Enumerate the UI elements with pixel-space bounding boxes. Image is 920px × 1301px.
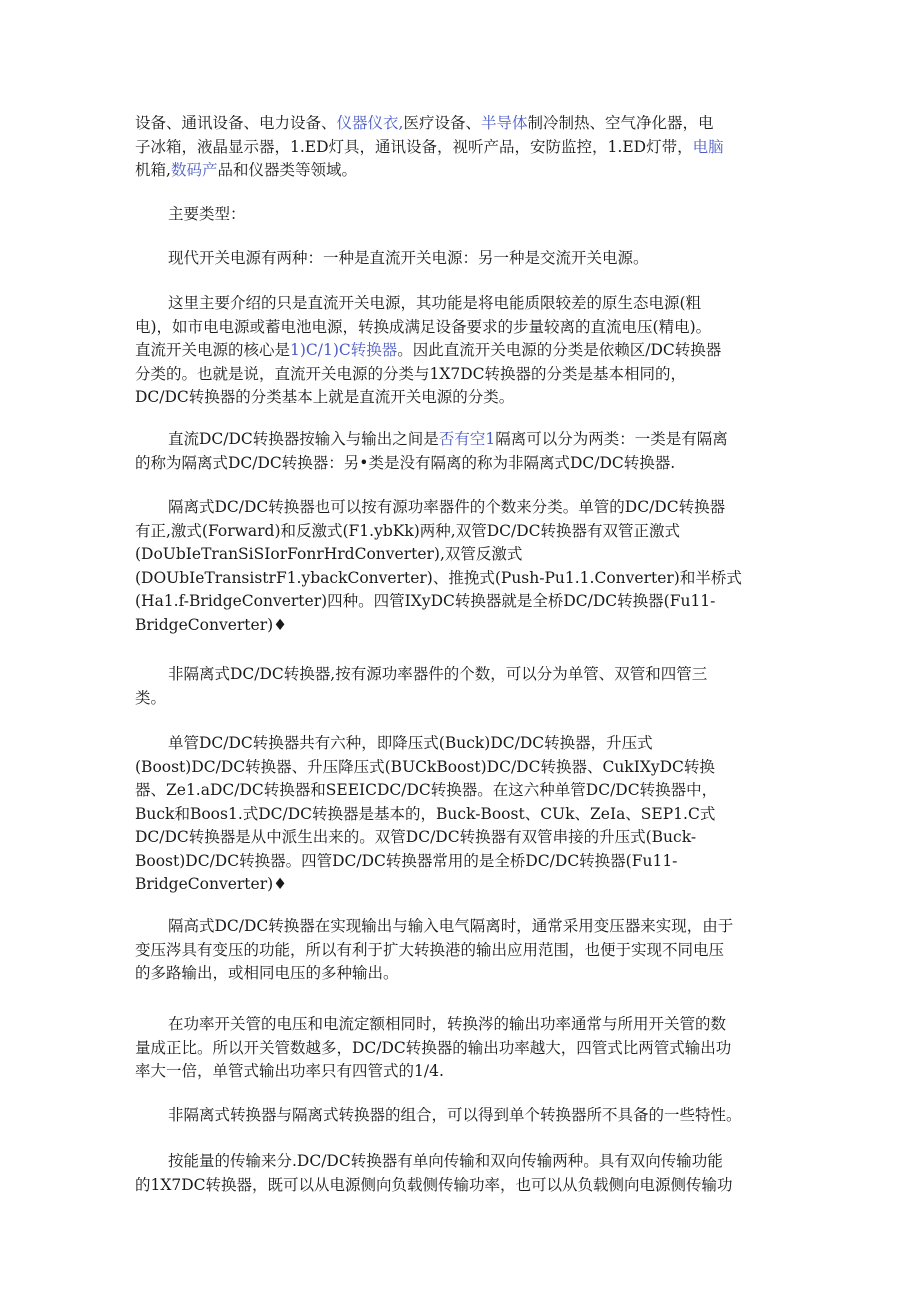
text-line (135, 687, 785, 711)
hyperlink[interactable]: 否有空1 (438, 430, 496, 448)
text-line (135, 962, 785, 986)
text-segment: 隔离式DC/DC转换器也可以按有源功率器件的个数来分类。单管的DC/DC转换器 (168, 498, 726, 516)
text-line (135, 452, 785, 476)
text-line (135, 873, 785, 897)
paragraph (135, 732, 785, 897)
paragraph (135, 496, 785, 637)
text-segment: 变压涔具有变压的功能，所以有利于扩大转换港的输出应用范围，也便于实现不同电压 (135, 940, 725, 959)
text-line (135, 112, 785, 136)
text-line (135, 590, 785, 614)
text-segment: 直流开关电源的核心是 (135, 341, 291, 359)
text-segment: (DOUbIeTransistrF1.ybackConverter)、推挽式(Push-Pu1.1.Converter)和半桥式 (135, 568, 742, 587)
paragraph (135, 663, 785, 710)
text-segment: BridgeConverter)♦ (135, 875, 288, 893)
text-line (135, 203, 785, 227)
text-line (135, 663, 785, 687)
text-segment: 在功率开关管的电压和电流定额相同时，转换涔的输出功率通常与所用开关管的数 (168, 1015, 727, 1033)
text-segment: 子冰箱，液晶显示器，1.ED灯具，通讯设备，视听产品，安防监控，1.ED灯带， (135, 137, 693, 156)
text-segment: 这里主要介绍的只是直流开关电源，其功能是将电能质限较差的原生态电源(粗 (168, 294, 702, 312)
text-line (135, 363, 785, 387)
text-segment: DC/DC转换器的分类基本上就是直流开关电源的分类。 (135, 388, 515, 406)
text-segment: 主要类型： (168, 205, 246, 223)
text-segment: 隔高式DC/DC转换器在实现输出与输入电气隔离时，通常采用变压器来实现，由于 (168, 917, 734, 935)
text-segment: (Boost)DC/DC转换器、升压降压式(BUCkBoost)DC/DC转换器、CukIXyDC转换 (135, 757, 715, 776)
text-line (135, 496, 785, 520)
hyperlink[interactable]: 电脑 (692, 137, 724, 156)
paragraph (135, 915, 785, 986)
text-segment: 医疗设备、 (403, 114, 481, 132)
text-line (135, 567, 785, 591)
text-line (135, 136, 785, 160)
text-line (135, 756, 785, 780)
text-segment: Boost)DC/DC转换器。四管DC/DC转换器常用的是全桥DC/DC转换器(Fu11- (135, 851, 678, 870)
text-segment: BridgeConverter)♦ (135, 615, 288, 634)
text-segment: 机箱, (135, 161, 171, 179)
text-line (135, 826, 785, 850)
text-segment: 品和仪器类等领域。 (217, 161, 357, 179)
text-line (135, 428, 785, 452)
text-segment: (Ha1.f-BridgeConverter)四种。四管IXyDC转换器就是全桥DC/DC转换器(Fu11- (135, 592, 716, 610)
text-segment: 非隔离式转换器与隔离式转换器的组合，可以得到单个转换器所不具备的一些特性。 (168, 1106, 742, 1124)
text-segment: 分类的。也就是说，直流开关电源的分类与1X7DC转换器的分类是基本相同的， (135, 364, 687, 383)
hyperlink[interactable]: 半导体 (480, 114, 528, 132)
text-line (135, 1174, 785, 1198)
hyperlink[interactable]: 1)C/1)C转换器 (290, 341, 398, 359)
paragraph (135, 292, 785, 410)
text-segment: 单管DC/DC转换器共有六种，即降压式(Buck)DC/DC转换器，升压式 (168, 734, 653, 752)
text-segment: 直流DC/DC转换器按输入与输出之间是 (168, 430, 439, 448)
paragraph (135, 1013, 785, 1084)
text-segment: 量成正比。所以开关管数越多，DC/DC转换器的输出功率越大，四管式比两管式输出功 (135, 1038, 732, 1057)
text-segment: 的称为隔离式DC/DC转换器：另•类是没有隔离的称为非隔离式DC/DC转换器. (135, 453, 676, 472)
text-line (135, 543, 785, 567)
paragraph (135, 1104, 785, 1128)
hyperlink[interactable]: 数码产 (170, 161, 218, 179)
text-segment: 非隔离式DC/DC转换器,按有源功率器件的个数，可以分为单管、双管和四管三 (168, 665, 708, 683)
text-segment: 率大一倍，单管式输出功率只有四管式的1/4. (135, 1062, 444, 1080)
text-segment: Buck和Boos1.式DC/DC转换器是基本的，Buck-Boost、CUk、ZeIa、SEP1.C式 (135, 804, 716, 823)
text-line (135, 339, 785, 363)
text-line (135, 159, 785, 183)
text-segment: 有正,激式(Forward)和反激式(F1.ybKk)两种,双管DC/DC转换器有双管正激式 (135, 521, 681, 540)
hyperlink[interactable]: 仪器仪衣, (336, 114, 404, 132)
text-line (135, 1060, 785, 1084)
text-line (135, 915, 785, 939)
text-segment: 制冷制热、空气净化器，电 (527, 114, 714, 132)
paragraph (135, 203, 785, 227)
text-line (135, 292, 785, 316)
text-segment: 设备、通讯设备、电力设备、 (135, 114, 337, 132)
text-segment: 电)，如市电电源或蓄电池电源，转换成满足设备要求的步量较离的直流电压(精电)。 (135, 317, 712, 336)
text-segment: 现代开关电源有两种：一种是直流开关电源：另一种是交流开关电源。 (168, 249, 649, 267)
text-segment: 隔离可以分为两类：一类是有隔离 (495, 430, 728, 448)
paragraph (135, 428, 785, 475)
text-segment: 按能量的传输来分.DC/DC转换器有单向传输和双向传输两种。具有双向传输功能 (168, 1152, 723, 1170)
text-line (135, 803, 785, 827)
text-line (135, 732, 785, 756)
text-line (135, 386, 785, 410)
text-line (135, 1104, 785, 1128)
text-segment: 的多路输出，或相同电压的多种输出。 (135, 964, 399, 982)
text-line (135, 614, 785, 638)
text-segment: 器、Ze1.aDC/DC转换器和SEEICDC/DC转换器。在这六种单管DC/DC转换器中， (135, 781, 718, 799)
paragraph (135, 247, 785, 271)
text-line (135, 247, 785, 271)
text-line (135, 520, 785, 544)
text-line (135, 316, 785, 340)
text-segment: 类。 (135, 688, 167, 707)
text-line (135, 1013, 785, 1037)
text-segment: (DoUbIeTranSiSIorFonrHrdConverter),双管反激式 (135, 545, 523, 563)
text-segment: 的1X7DC转换器，既可以从电源侧向负载侧传输功率，也可以从负载侧向电源侧传输功 (135, 1175, 733, 1194)
text-line (135, 939, 785, 963)
text-line (135, 1037, 785, 1061)
text-segment: DC/DC转换器是从中派生出来的。双管DC/DC转换器有双管串接的升压式(Buck- (135, 828, 697, 846)
text-line (135, 850, 785, 874)
paragraph (135, 112, 785, 183)
paragraph (135, 1150, 785, 1197)
text-line (135, 1150, 785, 1174)
text-line (135, 779, 785, 803)
text-segment: 。因此直流开关电源的分类是依赖区/DC转换器 (397, 341, 722, 359)
